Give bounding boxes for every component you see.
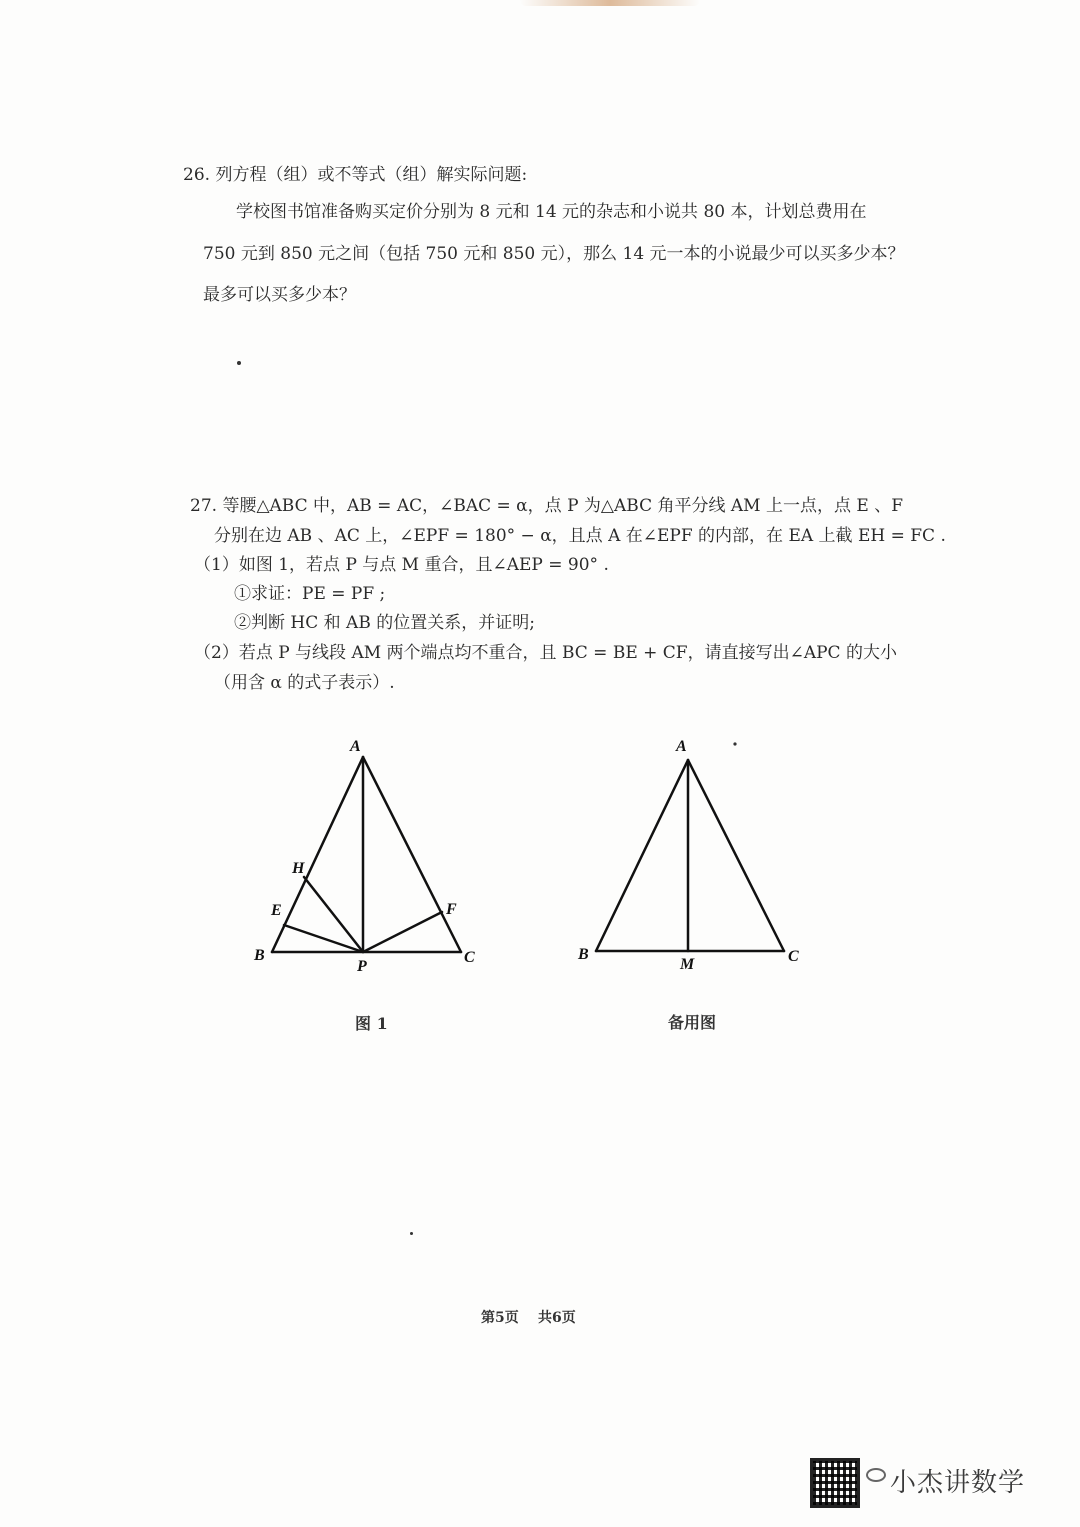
fig1-label-f: F: [446, 901, 457, 918]
fig2-label-m: M: [680, 956, 695, 973]
fig2-side-ab: [596, 760, 688, 951]
speck-1: [237, 361, 241, 365]
fig1-label-b: B: [254, 947, 265, 964]
fig2-speck: [733, 742, 736, 745]
fig2-label-a: A: [676, 738, 687, 755]
fig2-side-ac: [688, 760, 784, 951]
fig1-label-c: C: [464, 949, 475, 966]
q26-line1: 学校图书馆准备购买定价分别为 8 元和 14 元的杂志和小说共 80 本，计划总费用在: [236, 202, 867, 222]
fig1-label-p: P: [357, 958, 367, 975]
fig2-label-b: B: [578, 946, 589, 963]
q27-line1: 27. 等腰△ABC 中，AB = AC，∠BAC = α，点 P 为△ABC 角平分线 AM 上一点，点 E 、F: [190, 496, 903, 516]
figure-1-caption: 图 1: [355, 1014, 388, 1033]
fig1-side-ab: [272, 757, 363, 952]
q27-line2: 分别在边 AB 、AC 上，∠EPF = 180° − α，且点 A 在∠EPF 的内部，在 EA 上截 EH = FC .: [214, 526, 946, 546]
q26-title: 26. 列方程（组）或不等式（组）解实际问题:: [183, 165, 528, 185]
q26-line2: 750 元到 850 元之间（包括 750 元和 850 元），那么 14 元一本的小说最少可以买多少本？: [203, 244, 905, 264]
fig1-side-ac: [363, 757, 461, 952]
fig1-label-a: A: [350, 738, 361, 755]
q27-part2: （2）若点 P 与线段 AM 两个端点均不重合，且 BC = BE + CF，请直接写出∠APC 的大小: [194, 643, 897, 663]
top-smudge: [520, 0, 700, 6]
fig2-label-c: C: [788, 948, 799, 965]
figure-2-diagram: [560, 725, 820, 985]
q27-part1: （1）如图 1，若点 P 与点 M 重合，且∠AEP = 90° .: [194, 555, 609, 575]
q27-sub2: ②判断 HC 和 AB 的位置关系，并证明;: [234, 613, 535, 633]
fig1-label-h: H: [292, 860, 305, 877]
q27-sub1: ①求证：PE = PF ;: [234, 584, 386, 604]
figure-1-diagram: [240, 725, 500, 985]
q27-part2b: （用含 α 的式子表示）.: [214, 673, 395, 693]
fig1-segment-pf: [363, 912, 442, 952]
q26-line3: 最多可以买多少本？: [203, 285, 356, 305]
wechat-icon: [866, 1468, 886, 1482]
figure-2-caption: 备用图: [668, 1013, 717, 1032]
fig1-label-e: E: [271, 902, 282, 919]
watermark-text: 小杰讲数学: [890, 1468, 1026, 1498]
speck-2: [410, 1232, 413, 1235]
footer-total-pages: 共6页: [538, 1310, 576, 1326]
qr-code-icon: [810, 1458, 860, 1508]
footer-page-number: 第5页: [481, 1310, 519, 1326]
